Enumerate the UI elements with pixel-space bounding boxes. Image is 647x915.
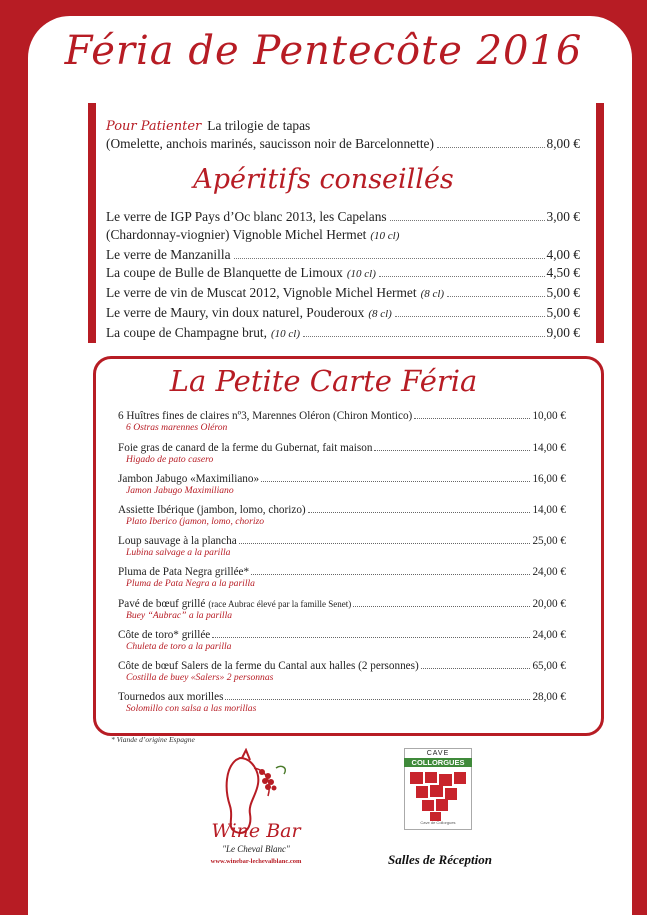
- aperitif-item: [106, 305, 580, 321]
- carte-item: [118, 629, 566, 652]
- aperitif-volume: (10 cl): [271, 328, 301, 340]
- carte-item-price: 65,00 €: [532, 660, 566, 672]
- collorgues-cave: CAVE: [426, 750, 450, 757]
- leader-dots: [261, 481, 530, 482]
- wine-bar-tagline: "Le Cheval Blanc": [222, 844, 290, 854]
- collorgues-logo: [376, 748, 504, 878]
- carte-item: [118, 504, 566, 527]
- leader-dots: [251, 574, 530, 575]
- carte-item-label: Côte de bœuf Salers de la ferme du Cantal aux halles (2 personnes): [118, 660, 419, 672]
- aperitif-item: [106, 285, 580, 301]
- carte-item-line: [118, 504, 566, 516]
- leader-dots: [225, 699, 530, 700]
- carte-item-label: Pavé de bœuf grillé: [118, 598, 206, 610]
- carte-heading: La Petite Carte Féria: [169, 364, 478, 398]
- carte-item-label: 6 Huîtres fines de claires nº3, Marennes Oléron (Chiron Montico): [118, 410, 413, 422]
- aperitif-price: 4,50 €: [546, 265, 580, 280]
- carte-item-line: [118, 535, 566, 547]
- carte-item: [118, 566, 566, 589]
- aperitif-item: [106, 227, 580, 243]
- aperitif-price: 5,00 €: [546, 285, 580, 300]
- aperitif-price: 5,00 €: [546, 305, 580, 320]
- intro-title: La trilogie de tapas: [207, 118, 311, 133]
- carte-item-price: 14,00 €: [532, 442, 566, 454]
- carte-item-price: 20,00 €: [532, 598, 566, 610]
- carte-item-price: 25,00 €: [532, 535, 566, 547]
- footnote: * Viande d’origine Espagne: [111, 735, 195, 744]
- carte-item-price: 16,00 €: [532, 473, 566, 485]
- aperitif-price: 3,00 €: [546, 209, 580, 224]
- intro-description: (Omelette, anchois marinés, saucisson noir de Barcelonnette): [106, 136, 434, 151]
- carte-item: [118, 535, 566, 558]
- leader-dots: [447, 296, 544, 297]
- carte-item-line: [118, 629, 566, 641]
- carte-item-spanish: Solomillo con salsa a las morillas: [126, 703, 257, 714]
- aperitif-item: [106, 325, 580, 341]
- intro-line1: [106, 118, 580, 134]
- carte-item-price: 10,00 €: [532, 410, 566, 422]
- collorgues-name: COLLORGUES: [404, 758, 472, 767]
- wine-bar-logo: [196, 748, 316, 878]
- aperitif-label: (Chardonnay-viognier) Vignoble Michel Hermet: [106, 227, 367, 242]
- carte-item: [118, 691, 566, 714]
- leader-dots: [414, 418, 530, 419]
- aperitif-label: Le verre de Manzanilla: [106, 247, 231, 262]
- carte-item-price: 28,00 €: [532, 691, 566, 703]
- carte-item-spanish: Pluma de Pata Negra a la parilla: [126, 578, 255, 589]
- carte-item-spanish: Costilla de buey «Salers» 2 personnas: [126, 672, 274, 683]
- aperitif-item: [106, 247, 580, 263]
- aperitif-volume: (10 cl): [346, 268, 376, 280]
- carte-item: [118, 473, 566, 496]
- carte-item-line: [118, 442, 566, 454]
- intro-price: 8,00 €: [546, 136, 580, 151]
- wine-bar-name: Wine Bar: [211, 820, 301, 842]
- carte-item-line: [118, 598, 566, 610]
- aperitif-volume: (8 cl): [368, 308, 392, 320]
- carte-item-spanish: 6 Ostras marennes Oléron: [126, 422, 228, 433]
- aperitif-volume: (10 cl): [370, 230, 400, 242]
- carte-item-label: Foie gras de canard de la ferme du Gubernat, fait maison: [118, 442, 373, 454]
- leader-dots: [234, 258, 545, 259]
- aperitif-item: [106, 209, 580, 225]
- leader-dots: [374, 450, 530, 451]
- carte-item-spanish: Lubina salvage a la parilla: [126, 547, 231, 558]
- carte-item-detail: (race Aubrac élevé par la famille Senet): [208, 599, 352, 609]
- leader-dots: [395, 316, 545, 317]
- aperitif-item: [106, 265, 580, 281]
- leader-dots: [239, 543, 531, 544]
- carte-item-line: [118, 410, 566, 422]
- leader-dots: [303, 336, 544, 337]
- wine-bar-url: www.winebar-lechevalblanc.com: [210, 858, 302, 865]
- carte-item-line: [118, 566, 566, 578]
- carte-item-price: 14,00 €: [532, 504, 566, 516]
- collorgues-tiny: Cave de Collorgues: [420, 820, 456, 825]
- carte-item-spanish: Buey “Aubrac” a la parilla: [126, 610, 233, 621]
- leader-dots: [421, 668, 531, 669]
- carte-item-line: [118, 691, 566, 703]
- aperitif-price: 4,00 €: [546, 247, 580, 262]
- carte-item: [118, 442, 566, 465]
- page-title: Féria de Pentecôte 2016: [64, 28, 583, 74]
- intro-label: Pour Patienter: [106, 119, 202, 134]
- aperitif-label: Le verre de Maury, vin doux naturel, Pouderoux: [106, 305, 365, 320]
- carte-item-spanish: Jamon Jabugo Maximiliano: [126, 485, 234, 496]
- aperitif-volume: (8 cl): [420, 288, 445, 300]
- aperitif-label: Le verre de vin de Muscat 2012, Vignoble Michel Hermet: [106, 285, 417, 300]
- grape-squares-icon: [408, 770, 468, 822]
- aperitif-price: 9,00 €: [546, 325, 580, 340]
- carte-item-label: Pluma de Pata Negra grillée*: [118, 566, 250, 578]
- leader-dots: [390, 220, 545, 221]
- leader-dots: [379, 276, 545, 277]
- carte-item: [118, 410, 566, 433]
- leader-dots: [308, 512, 531, 513]
- leader-dots: [437, 147, 545, 148]
- carte-item: [118, 598, 566, 621]
- carte-item-label: Côte de toro* grillée: [118, 629, 211, 641]
- leader-dots: [353, 606, 530, 607]
- carte-item-price: 24,00 €: [532, 566, 566, 578]
- aperitif-label: La coupe de Champagne brut,: [106, 325, 268, 340]
- carte-item-label: Tournedos aux morilles: [118, 691, 224, 703]
- aperitif-label: La coupe de Bulle de Blanquette de Limoux: [106, 265, 343, 280]
- right-accent-bar: [596, 103, 604, 343]
- aperitifs-heading: Apéritifs conseillés: [193, 164, 454, 195]
- left-accent-bar: [88, 103, 96, 343]
- carte-item-spanish: Higado de pato casero: [126, 454, 214, 465]
- carte-item-label: Assiette Ibérique (jambon, lomo, chorizo): [118, 504, 306, 516]
- carte-item-line: [118, 473, 566, 485]
- carte-item-price: 24,00 €: [532, 629, 566, 641]
- leader-dots: [212, 637, 530, 638]
- carte-item-line: [118, 660, 566, 672]
- aperitif-label: Le verre de IGP Pays d’Oc blanc 2013, les Capelans: [106, 209, 387, 224]
- carte-item-spanish: Plato Iberico (jamon, lomo, chorizo: [126, 516, 265, 527]
- carte-item-label: Loup sauvage à la plancha: [118, 535, 237, 547]
- collorgues-caption: Salles de Réception: [388, 852, 492, 867]
- carte-item: [118, 660, 566, 683]
- carte-item-spanish: Chuleta de toro a la parilla: [126, 641, 232, 652]
- intro-line2: [106, 136, 580, 152]
- carte-item-label: Jambon Jabugo «Maximiliano»: [118, 473, 260, 485]
